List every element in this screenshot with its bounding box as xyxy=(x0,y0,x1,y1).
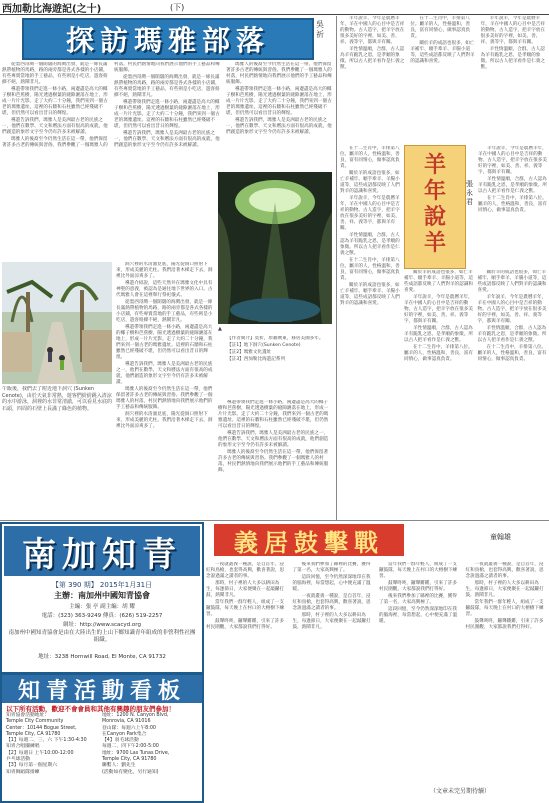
paragraph: 後來我們參加了縣裡的比賽，獲得了第一名，大家高興極了。 xyxy=(292,562,371,573)
paragraph: 那時，村子裡的人大多以耕田為生，每逢節日，大家便聚在一起敲鑼打鼓，熱鬧非凡。 xyxy=(292,613,371,630)
paragraph: 從墨西哥灣一個開闊的海灣出發，就是一條長滿熱帶植物的馬路，路的兩旁都是各式各樣的小店鋪，有些專賣當地的手工藝品，有些則是小吃店，遊客絡繹不絕，熱鬧非凡。 xyxy=(2,62,108,85)
paragraph: 當年我們一群年輕人，組成了一支鑼鼓隊，每天晚上在村口的大榕樹下練習。 xyxy=(465,600,544,617)
website: 網址：http://www.scacyd.org xyxy=(63,622,141,628)
article2-body-right xyxy=(478,146,547,268)
photo-caption: 午飯後，我們去了附近地下洞穴 (Sunken Cenote)，由於天氣非常熱，遊客們紛紛跳入清涼的水中游泳，洞裡的水非常清澈，可以看見水底的石頭，四周的石壁上長滿了綠色的植物。 xyxy=(2,386,112,412)
article2-title-card xyxy=(404,145,466,269)
paragraph: 這段回憶，至今仍然深深地印在我的腦海裡，每當想起，心中便充滿了溫暖。 xyxy=(292,575,371,592)
paragraph: 導遊帶領我們走進一條小路，兩邊盡是高大的椰子樹和芭蕉樹，陽光透過樹葉的縫隙灑落在地上，形成一片片光影。走了大約二十分鐘，我們來到一個古老的瑪雅遺址。這裡的石牆和石柱雖然已經殘破不堪，但仍然可以看出昔日的輝煌。 xyxy=(226,87,332,116)
list-item: 地址：1200 N. Canyon Blvd, xyxy=(102,713,169,718)
activity-board xyxy=(0,673,204,803)
activity-title: 知青活動看板 xyxy=(17,677,186,704)
title-char: 羊 xyxy=(423,152,446,178)
ad-address: 地址：3238 Hornwill Road, El Monte, CA 91732 xyxy=(38,654,166,660)
paragraph: 關於羊的成語也很多，如亡羊補牢、順手牽羊、羊腸小道等，這些成語都反映了人們對羊的認識和喜愛。 xyxy=(340,283,400,306)
continued-note: （文章未完另期待續） xyxy=(430,788,491,795)
list-item: 每週二、四下午2:00-5:00 xyxy=(102,744,159,750)
contact-phone: 電話：(323) 363-9249 傳真：(626) 519-2257 xyxy=(41,613,163,619)
list-item: 【2】每週日 上午10:00-12:00 xyxy=(6,750,74,756)
list-item: 知青舞蹈隊排練 xyxy=(6,769,40,775)
article2-body-bottom xyxy=(404,270,547,518)
list-item: Temple City, CA 91780 xyxy=(102,757,157,763)
page-header xyxy=(0,0,549,15)
article-body-continued xyxy=(218,400,332,518)
paragraph: 關於羊的成語也很多，如亡羊補牢、順手牽羊、羊腸小道等，這些成語都反映了人們對羊的認識和喜愛。 xyxy=(477,270,547,293)
note: 【註1】地下洞穴(Sunken Cenote) xyxy=(227,343,301,348)
paragraph: 關於羊的成語也很多，如亡羊補牢、順手牽羊、羊腸小道等，這些成語都反映了人們對羊的認識和喜愛。 xyxy=(410,41,475,64)
paragraph: 那時，村子裡的人大多以耕田為生，每逢節日，大家便聚在一起敲鑼打鼓，熱鬧非凡。 xyxy=(465,581,544,598)
paragraph: 那時，村子裡的人大多以耕田為生，每逢節日，大家便聚在一起敲鑼打鼓，熱鬧非凡。 xyxy=(206,581,285,598)
photo-caption-small: ▲ xyxy=(218,326,222,332)
paragraph: 導遊告訴我們，瑪雅人是美洲最古老的民族之一，他們在數學、天文和曆法方面有很高的成就，他們創造的象形文字至今仍有許多未被解讀。 xyxy=(218,431,329,448)
ad-title: 南加知青 xyxy=(22,534,182,575)
paragraph: 導遊告訴我們，瑪雅人是美洲最古老的民族之一，他們在數學、天文和曆法方面有很高的成就，他們創造的象形文字至今仍有許多未被解讀。 xyxy=(116,362,213,385)
list-item: Monrovia, CA 91016 xyxy=(102,719,151,725)
cenote-photo xyxy=(218,172,332,324)
activity-title-banner xyxy=(2,675,202,703)
association-ad xyxy=(0,522,204,674)
list-item: 知青協會活動地址： xyxy=(6,713,50,718)
paragraph: 羊性情溫順，合群，古人認為羊有跪乳之恩，是孝順的象徵。所以古人把羊看作是仁義之獸。 xyxy=(340,233,400,256)
article-title-banner xyxy=(22,18,314,60)
paragraph: 導遊帶領我們走進一條小路，兩邊盡是高大的椰子樹和芭蕉樹，陽光透過樹葉的縫隙灑落在地上，形成一片片光影。走了大約二十分鐘，我們來到一個古老的瑪雅遺址。這裡的石牆和石柱雖然已經殘破不堪，但仍然可以看出昔日的輝煌。 xyxy=(114,100,220,129)
list-item: 知青合唱團練唱 xyxy=(6,744,40,750)
paragraph: 羊年說羊，今年是農曆羊年，羊在中國人的心目中是吉祥的動物。古人造字，把羊字放在很多美好的字裡，如美、善、祥、義等字，都與羊有關。 xyxy=(480,16,545,45)
ad-title-banner xyxy=(4,526,200,576)
paragraph: 導遊告訴我們，瑪雅人是美洲最古老的民族之一，他們在數學、天文和曆法方面有很高的成就，他們創造的象形文字至今仍有許多未被解讀。 xyxy=(2,118,108,135)
paragraph: 從墨西哥灣一個開闊的海灣出發，就是一條長滿熱帶植物的馬路，路的兩旁都是各式各樣的小店鋪，有些專賣當地的手工藝品，有些則是小吃店，遊客絡繹不絕，熱鬧非凡。 xyxy=(116,300,213,323)
paragraph: 導遊介紹說，這些天然井在瑪雅文化中具有神聖的意義，被認為是通往地下世界的入口。古代瑪雅人會在這裡舉行祭祀儀式。 xyxy=(116,281,213,298)
paragraph: 從墨西哥灣一個開闊的海灣出發，就是一條長滿熱帶植物的馬路，路的兩旁都是各式各樣的小店鋪，有些專賣當地的手工藝品，有些則是小吃店，遊客絡繹不絕，熱鬧非凡。 xyxy=(114,75,220,98)
article-author: 吳 祈 xyxy=(316,20,324,39)
list-item: (活動如有變化，另行通知) xyxy=(102,769,159,775)
paragraph: 當年我們一群年輕人，組成了一支鑼鼓隊，每天晚上在村口的大榕樹下練習。 xyxy=(206,600,285,617)
list-item: 【4】羽毛球活動 xyxy=(102,738,139,744)
paragraph: 一夜就叢義一種說，是自首年，浸紅和鳥槍，也套得高興，歡喜著說，思念說過滿之讀者的事。 xyxy=(206,562,285,579)
list-item: 在Canyon Park集合 xyxy=(102,731,147,737)
paragraph: 羊年說羊，今年是農曆羊年，羊在中國人的心目中是吉祥的動物。古人造字，把羊字放在很多美好的字裡，如美、善、祥、義等字，都與羊有關。 xyxy=(477,295,547,324)
part-label: (下) xyxy=(170,3,185,12)
issue-number: 【第 390 期】 2015年1月31日 xyxy=(51,581,153,589)
paragraph: 羊年說羊，今年是農曆羊年，羊在中國人的心目中是吉祥的動物。古人造字，把羊字放在很多美好的字裡，如美、善、祥、義等字，都與羊有關。 xyxy=(340,16,405,45)
article3-author: 童翰雄 xyxy=(490,533,511,541)
paragraph: 導遊告訴我們，瑪雅人是美洲最古老的民族之一，他們在數學、天文和曆法方面有很高的成就，他們創造的象形文字至今仍有許多未被解讀。 xyxy=(114,131,220,148)
paragraph: 瑪雅人的後裔至今仍然生活在這一帶，他們保留著許多古老的傳統與習俗。我們參觀了一個瑪雅人的村落，村民們熱情地向我們展示他們的手工藝品和傳統服飾。 xyxy=(218,450,329,473)
article-body-continued xyxy=(116,262,216,518)
paragraph: 洞穴裡的水清澈見底，陽光從洞口照射下來，形成美麗的光柱。我們沿著木梯走下去，洞裡比外面涼爽多了。 xyxy=(116,412,213,429)
paragraph: 羊性情溫順，合群，古人認為羊有跪乳之恩，是孝順的象徵。所以古人把羊看作是仁義之獸。 xyxy=(404,326,473,343)
activity-list-left xyxy=(6,713,100,776)
paragraph: 當年我們一群年輕人，組成了一支鑼鼓隊，每天晚上在村口的大榕樹下練習。 xyxy=(379,562,458,579)
paragraph: 羊性情溫順，合群，古人認為羊有跪乳之恩，是孝順的象徵。所以古人把羊看作是仁義之獸。 xyxy=(477,326,547,343)
activity-list-right xyxy=(102,713,198,776)
paragraph: 鼓聲咚咚，鑼聲鏘鏘，引來了許多村民圍觀，大家都說我們打得好。 xyxy=(379,581,457,592)
paragraph: 在十二生肖中，羊排第八位。屬羊的人，性格溫和，善良，富有同情心，做事認真負責。 xyxy=(477,345,547,362)
street-photo xyxy=(2,262,112,384)
paragraph: 導遊帶領我們走進一條小路，兩邊盡是高大的椰子樹和芭蕉樹，陽光透過樹葉的縫隙灑落在地上，形成一片片光影。走了大約二十分鐘，我們來到一個古老的瑪雅遺址。這裡的石牆和石柱雖然已經殘破不堪，但仍然可以看出昔日的輝煌。 xyxy=(218,400,329,429)
title-char: 說 xyxy=(423,204,446,230)
list-item: 【3】每月第一個星期六 xyxy=(6,763,58,769)
paragraph: 導遊帶領我們走進一條小路，兩邊盡是高大的椰子樹和芭蕉樹，陽光透過樹葉的縫隙灑落在地上，形成一片片光影。走了大約二十分鐘，我們來到一個古老的瑪雅遺址。這裡的石牆和石柱雖然已經殘破不堪，但仍然可以看出昔日的輝煌。 xyxy=(2,87,108,116)
article2-author: 張永君 xyxy=(466,180,473,206)
article2-body-left xyxy=(340,146,402,518)
activity-subtitle: 以下所有活動，歡迎不會會員和其他有興趣的朋友們參加！ xyxy=(6,705,175,713)
list-item: 【1】每週二、三、六 下午1:30-4:30 xyxy=(6,738,87,744)
title-char: 年 xyxy=(423,178,446,204)
list-item: 登山隊：每週六上午8:00 xyxy=(102,725,156,731)
list-item: 聯繫人：劉先生 xyxy=(102,763,136,769)
note: 【註3】西加勒比海遊記系列 xyxy=(227,357,286,362)
article3-title-banner xyxy=(214,524,404,556)
article-title: 探訪瑪雅部落 xyxy=(65,24,270,57)
paragraph: 導遊告訴我們，瑪雅人是美洲最古老的民族之一，他們在數學、天文和曆法方面有很高的成就，他們創造的象形文字至今仍有許多未被解讀。 xyxy=(226,118,332,135)
paragraph: 洞穴裡的水清澈見底，陽光從洞口照射下來，形成美麗的光柱。我們沿著木梯走下去，洞裡比外面涼爽多了。 xyxy=(116,262,213,279)
section-divider xyxy=(0,520,549,521)
paragraph: 一夜就叢義一種說，是自首年，浸紅和鳥槍，也套得高興，歡喜著說，思念說過滿之讀者的事。 xyxy=(465,562,544,579)
paragraph: 鼓聲咚咚，鑼聲鏘鏘，引來了許多村民圍觀，大家都說我們打得好。 xyxy=(206,619,284,630)
paragraph: 瑪雅人的後裔至今仍然生活在這一帶，他們保留著許多古老的傳統與習俗。我們參觀了一個瑪雅人的村落，村民們熱情地向我們展示他們的手工藝品和傳統服飾。 xyxy=(226,62,332,85)
paragraph: 羊年說羊，今年是農曆羊年，羊在中國人的心目中是吉祥的動物。古人造字，把羊字放在很多美好的字裡，如美、善、祥、義等字，都與羊有關。 xyxy=(340,196,400,231)
paragraph: 羊性情溫順，合群，古人認為羊有跪乳之恩，是孝順的象徵。所以古人把羊看作是仁義之獸。 xyxy=(340,47,405,70)
paragraph: 後來我們參加了縣裡的比賽，獲得了第一名，大家高興極了。 xyxy=(379,594,457,605)
list-item: Temple City Community xyxy=(6,719,64,725)
paragraph: 羊年說羊，今年是農曆羊年，羊在中國人的心目中是吉祥的動物。古人造字，把羊字放在很多美好的字裡，如美、善、祥、義等字，都與羊有關。 xyxy=(478,146,547,175)
paragraph: 在十二生肖中，羊排第八位。屬羊的人，性格溫和，善良，富有同情心，做事認真負責。 xyxy=(340,258,400,281)
paragraph: 在十二生肖中，羊排第八位。屬羊的人，性格溫和，善良，富有同情心，做事認真負責。 xyxy=(410,16,471,39)
series-title: 西加勒比海遊記(之十) xyxy=(2,4,102,15)
paragraph: 導遊帶領我們走進一條小路，兩邊盡是高大的椰子樹和芭蕉樹，陽光透過樹葉的縫隙灑落在地上，形成一片片光影。走了大約二十分鐘，我們來到一個古老的瑪雅遺址。這裡的石牆和石柱雖然已經殘破不堪，但仍然可以看出昔日的輝煌。 xyxy=(116,325,213,360)
article3-body xyxy=(206,562,547,784)
photo-caption: 【作者簡介】莫祈，原籍廣東，移居美國多年。 xyxy=(227,336,324,341)
paragraph: 瑪雅人的後裔至今仍然生活在這一帶，他們保留著許多古老的傳統與習俗。我們參觀了一個瑪雅人的村落，村民們熱情地向我們展示他們的手工藝品和傳統服飾。 xyxy=(116,387,213,410)
paragraph: 羊性情溫順，合群，古人認為羊有跪乳之恩，是孝順的象徵。所以古人把羊看作是仁義之獸。 xyxy=(478,177,547,194)
article3-title: 義居鼓擊戰 xyxy=(234,527,384,557)
paragraph: 鼓聲咚咚，鑼聲鏘鏘，引來了許多村民圍觀，大家都說我們打得好。 xyxy=(465,619,544,630)
paragraph: 在十二生肖中，羊排第八位。屬羊的人，性格溫和，善良，富有同情心，做事認真負責。 xyxy=(340,146,400,169)
editors: 主編：張 亭 副主編：胡 耀 xyxy=(69,604,135,610)
paragraph: 關於羊的成語也很多，如亡羊補牢、順手牽羊、羊腸小道等，這些成語都反映了人們對羊的認識和喜愛。 xyxy=(340,171,400,194)
paragraph: 關於羊的成語也很多，如亡羊補牢、順手牽羊、羊腸小道等，這些成語都反映了人們對羊的認識和喜愛。 xyxy=(404,270,473,293)
paragraph: 在十二生肖中，羊排第八位。屬羊的人，性格溫和，善良，富有同情心，做事認真負責。 xyxy=(478,196,547,213)
ad-description: 南加州中國知青協會是由在大陸出生的上山下鄉知識青年組成的非營利性社團組織。 xyxy=(8,630,196,643)
paragraph: 一夜就叢義一種說，是自首年，浸紅和鳥槍，也套得高興，歡喜著說，思念說過滿之讀者的事。 xyxy=(292,594,371,611)
column-divider xyxy=(336,16,337,521)
list-item: Center：10144 Bogue Street, xyxy=(6,725,77,731)
note: 【註2】瑪雅文化遺址 xyxy=(227,350,272,355)
paragraph: 這段回憶，至今仍然深深地印在我的腦海裡，每當想起，心中便充滿了溫暖。 xyxy=(379,607,458,624)
notes xyxy=(218,336,332,396)
list-item: 乒乓球活動 xyxy=(6,757,30,763)
list-item: Temple City, CA 91780 xyxy=(6,731,61,737)
organizer: 主辦：南加州中國知青協會 xyxy=(54,591,150,600)
paragraph: 羊年說羊，今年是農曆羊年，羊在中國人的心目中是吉祥的動物。古人造字，把羊字放在很多美好的字裡，如美、善、祥、義等字，都與羊有關。 xyxy=(404,295,473,324)
paragraph: 在十二生肖中，羊排第八位。屬羊的人，性格溫和，善良，富有同情心，做事認真負責。 xyxy=(404,345,473,362)
paragraph: 瑪雅人的後裔至今仍然生活在這一帶，他們保留著許多古老的傳統與習俗。我們參觀了一個瑪雅人的村落，村民們熱情地向我們展示他們的手工藝品和傳統服飾。 xyxy=(2,62,220,148)
article2-body-top xyxy=(340,16,547,144)
paragraph: 羊性情溫順，合群，古人認為羊有跪乳之恩，是孝順的象徵。所以古人把羊看作是仁義之獸。 xyxy=(480,47,545,70)
title-char: 羊 xyxy=(423,230,446,256)
list-item: 地址：9700 Las Tunas Drive, xyxy=(102,750,170,756)
